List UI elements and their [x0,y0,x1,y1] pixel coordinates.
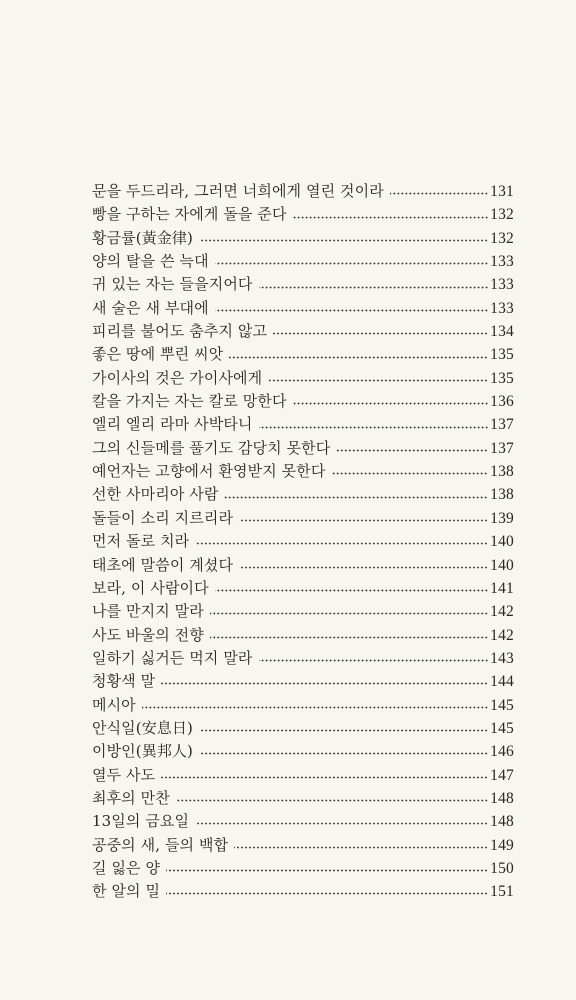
toc-entry [92,507,514,530]
toc-entry-title: 엘리 엘리 라마 사박타니 [92,415,253,434]
toc-entry [92,834,514,857]
toc-entry-page: 149 [490,836,514,854]
toc-entry-title: 예언자는 고향에서 환영받지 못한다 [92,462,326,481]
toc-entry-page: 137 [490,416,514,434]
toc-entry-title: 메시아 [92,695,136,714]
dot-leader [273,332,488,335]
dot-leader [215,262,488,265]
dot-leader [199,752,488,755]
toc-entry-title: 그의 신들메를 풀기도 감당치 못한다 [92,438,331,457]
toc-entry [92,203,514,226]
dot-leader [390,192,488,195]
dot-leader [215,589,488,592]
toc-entry [92,530,514,553]
toc-entry-page: 132 [490,206,514,224]
toc-entry-title: 안식일(安息日) [92,718,193,737]
dot-leader [195,822,488,825]
toc-entry [92,227,514,250]
toc-entry-page: 135 [490,369,514,387]
toc-entry-page: 136 [490,393,514,411]
toc-entry-title: 이방인(異邦人) [92,742,193,761]
toc-entry-page: 145 [490,719,514,737]
toc-entry-title: 사도 바울의 전향 [92,625,204,644]
toc-entry-page: 140 [490,533,514,551]
toc-entry [92,647,514,670]
dot-leader [210,612,488,615]
toc-entry [92,273,514,296]
toc-entry-title: 나를 만지지 말라 [92,602,204,621]
toc-entry-page: 151 [490,883,514,901]
dot-leader [259,286,489,289]
toc-entry-page: 133 [490,299,514,317]
toc-entry-page: 132 [490,229,514,247]
toc-entry-title: 가이사의 것은 가이사에게 [92,368,263,387]
toc-entry-page: 138 [490,486,514,504]
toc-entry [92,670,514,693]
toc-entry-page: 143 [490,649,514,667]
dot-leader [215,309,488,312]
dot-leader [336,449,488,452]
toc-entry-title: 새 술은 새 부대에 [92,298,209,317]
dot-leader [161,776,488,779]
toc-entry-page: 142 [490,626,514,644]
toc-entry-title: 최후의 만찬 [92,788,170,807]
toc-entry-page: 141 [490,579,514,597]
dot-leader [234,846,488,849]
dot-leader [293,216,489,219]
dot-leader [199,239,488,242]
toc-entry [92,740,514,763]
toc-entry-page: 140 [490,556,514,574]
toc-entry-page: 148 [490,789,514,807]
dot-leader [259,659,489,662]
toc-entry [92,483,514,506]
toc-entry [92,787,514,810]
toc-entry-title: 돌들이 소리 지르리라 [92,508,234,527]
table-of-contents [92,180,514,904]
toc-entry [92,390,514,413]
toc-entry-page: 135 [490,346,514,364]
toc-entry [92,437,514,460]
toc-entry [92,694,514,717]
toc-entry-title: 한 알의 밀 [92,882,161,901]
toc-entry-title: 좋은 땅에 뿌린 씨앗 [92,345,224,364]
toc-entry-page: 150 [490,859,514,877]
toc-entry-title: 문을 두드리라, 그러면 너희에게 열린 것이라 [92,182,384,200]
toc-entry-page: 148 [490,813,514,831]
toc-entry [92,297,514,320]
toc-entry-page: 137 [490,439,514,457]
toc-entry [92,343,514,366]
toc-entry-title: 공중의 새, 들의 백합 [92,835,229,854]
toc-entry-page: 144 [490,673,514,691]
toc-entry-page: 142 [490,603,514,621]
dot-leader [142,706,488,709]
toc-entry-title: 선한 사마리아 사람 [92,485,219,504]
dot-leader [268,379,488,382]
dot-leader [259,426,489,429]
toc-entry [92,180,514,203]
toc-entry-page: 138 [490,463,514,481]
toc-entry-title: 피리를 불어도 춤추지 않고 [92,322,268,341]
toc-entry-title: 청황색 말 [92,672,156,691]
toc-entry-title: 열두 사도 [92,765,156,784]
dot-leader [176,799,488,802]
toc-entry [92,554,514,577]
toc-entry-page: 139 [490,509,514,527]
toc-entry [92,810,514,833]
dot-leader [293,402,489,405]
toc-entry-title: 13일의 금요일 [92,812,190,831]
toc-entry [92,367,514,390]
dot-leader [161,682,488,685]
toc-entry-title: 귀 있는 자는 들을지어다 [92,275,253,294]
toc-entry [92,250,514,273]
toc-entry-title: 먼저 돌로 치라 [92,532,190,551]
dot-leader [239,519,488,522]
dot-leader [229,356,488,359]
toc-entry [92,764,514,787]
toc-entry-title: 일하기 싫거든 먹지 말라 [92,648,253,667]
toc-entry [92,413,514,436]
toc-entry-page: 146 [490,743,514,761]
toc-entry-title: 빵을 구하는 자에게 돌을 준다 [92,205,287,224]
toc-entry-title: 칼을 가지는 자는 칼로 망한다 [92,392,287,411]
toc-entry [92,880,514,903]
toc-entry [92,717,514,740]
toc-entry-title: 황금률(黃金律) [92,228,193,247]
toc-entry [92,624,514,647]
dot-leader [166,869,488,872]
toc-entry [92,600,514,623]
toc-entry-title: 길 잃은 양 [92,858,161,877]
toc-entry-page: 131 [490,183,514,200]
dot-leader [166,892,488,895]
toc-entry-page: 133 [490,253,514,271]
toc-entry-page: 133 [490,276,514,294]
dot-leader [224,496,488,499]
toc-entry-page: 147 [490,766,514,784]
toc-entry-title: 태초에 말씀이 계셨다 [92,555,234,574]
toc-entry-page: 145 [490,696,514,714]
toc-entry [92,577,514,600]
dot-leader [239,566,488,569]
toc-entry [92,320,514,343]
toc-entry-title: 양의 탈을 쓴 늑대 [92,252,209,271]
toc-entry [92,857,514,880]
dot-leader [210,636,488,639]
dot-leader [195,542,488,545]
toc-entry-page: 134 [490,323,514,341]
toc-entry [92,460,514,483]
toc-entry-title: 보라, 이 사람이다 [92,578,209,597]
dot-leader [199,729,488,732]
dot-leader [331,472,488,475]
